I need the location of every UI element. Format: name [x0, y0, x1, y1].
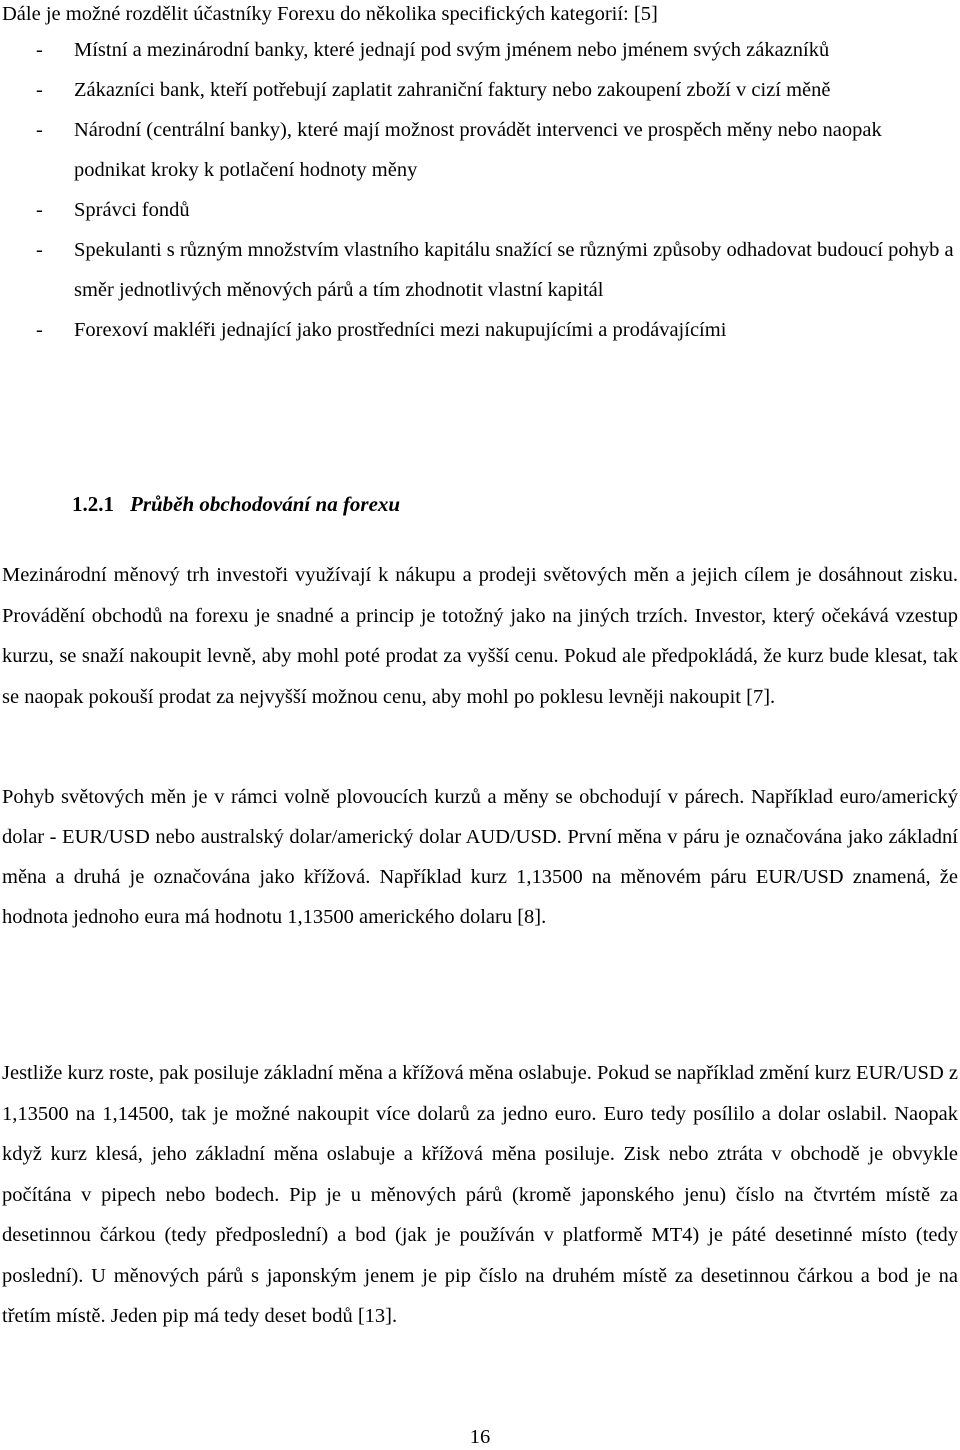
- list-item-text: Místní a mezinárodní banky, které jednají pod svým jménem nebo jménem svých zákazníků: [74, 39, 830, 61]
- paragraph-trading-principle: Mezinárodní měnový trh investoři využívají k nákupu a prodeji světových měn a jejich cílem je dosáhnout zisku. Provádění obchodů na forexu je snadné a princip je totožný jako na jiných trzích. Investor, který očekává vzestup kurzu, se snaží nakoupit levně, aby mohl poté prodat za vyšší cenu. Pokud ale předpokládá, že kurz bude klesat, tak se naopak pokouší prodat za nejvyšší možnou cenu, aby mohl po poklesu levněji nakoupit [7].: [2, 564, 958, 708]
- list-dash: -: [36, 199, 43, 221]
- paragraph-pips-and-points: Jestliže kurz roste, pak posiluje základní měna a křížová měna oslabuje. Pokud se například změní kurz EUR/USD z 1,13500 na 1,14500, tak je možné nakoupit více dolarů za jedno euro. Euro tedy posílilo a dolar oslabil. Naopak když kurz klesá, jeho základní měna oslabuje a křížová měna posiluje. Zisk nebo ztráta v obchodě je obvykle počítána v pipech nebo bodech. Pip je u měnových párů (kromě japonského jenu) číslo na čtvrtém místě za desetinnou čárkou (tedy předposlední) a bod (jak je používán v platformě MT4) je páté desetinné místo (tedy poslední). U měnových párů s japonským jenem je pip číslo na druhém místě za desetinnou čárkou a bod je na třetím místě. Jeden pip má tedy deset bodů [13].: [2, 1062, 958, 1327]
- list-item: [0, 310, 960, 350]
- paragraph-currency-pairs: Pohyb světových měn je v rámci volně plovoucích kurzů a měny se obchodují v párech. Například euro/americký dolar - EUR/USD nebo australský dolar/americký dolar AUD/USD. První měna v páru je označována jako základní měna a druhá je označována jako křížová. Například kurz 1,13500 na měnovém páru EUR/USD znamená, že hodnota jednoho eura má hodnotu 1,13500 amerického dolaru [8].: [2, 786, 958, 928]
- section-title: Průběh obchodování na forexu: [130, 492, 401, 516]
- list-item: [0, 70, 960, 110]
- list-item: [0, 110, 960, 190]
- list-item-text: Zákazníci bank, kteří potřebují zaplatit zahraniční faktury nebo zakoupení zboží v cizí měně: [74, 79, 831, 101]
- list-item: [0, 230, 960, 310]
- list-dash: -: [36, 319, 43, 341]
- list-item-text: Národní (centrální banky), které mají možnost provádět intervenci ve prospěch měny nebo naopak podnikat kroky k potlačení hodnoty měny: [74, 119, 882, 181]
- list-dash: -: [36, 39, 43, 61]
- list-item: [0, 30, 960, 70]
- section-heading: [72, 489, 400, 519]
- page-number: 16: [469, 1426, 491, 1448]
- section-number: 1.2.1: [72, 492, 114, 516]
- intro-text: Dále je možné rozdělit účastníky Forexu do několika specifických kategorií: [5]: [2, 3, 658, 25]
- list-item-text: Správci fondů: [74, 199, 190, 221]
- list-item-text: Spekulanti s různým množstvím vlastního kapitálu snažící se různými způsoby odhadovat budoucí pohyb a směr jednotlivých měnových párů a tím zhodnotit vlastní kapitál: [74, 239, 954, 301]
- list-item-text: Forexoví makléři jednající jako prostředníci mezi nakupujícími a prodávajícími: [74, 319, 727, 341]
- list-dash: -: [36, 79, 43, 101]
- list-dash: -: [36, 239, 43, 261]
- list-dash: -: [36, 119, 43, 141]
- participant-list: [0, 30, 960, 350]
- list-item: [0, 190, 960, 230]
